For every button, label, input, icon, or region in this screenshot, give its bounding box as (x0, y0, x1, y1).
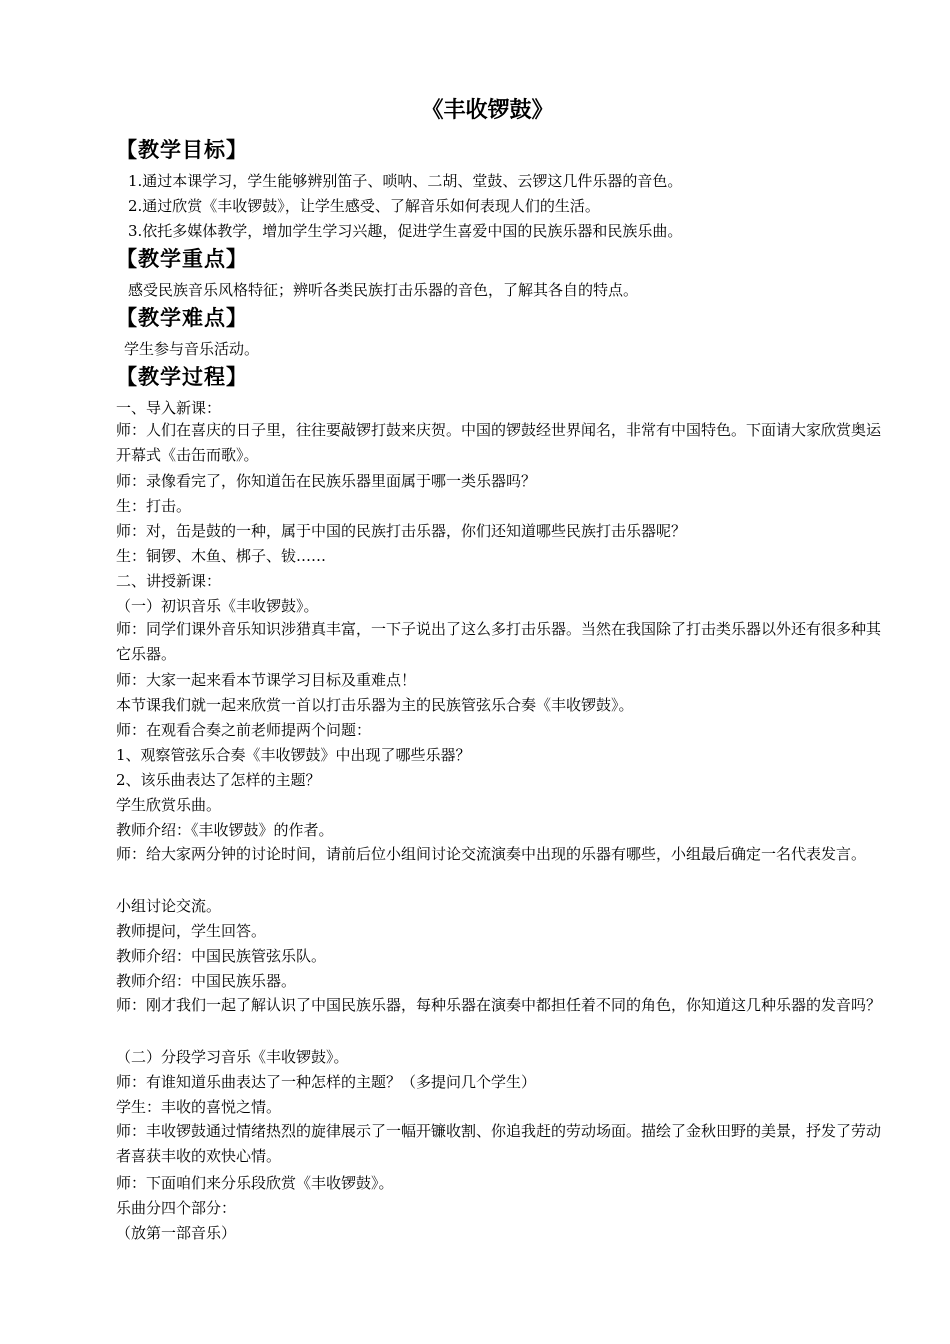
process-paragraph: 教师介绍：《丰收锣鼓》的作者。 (116, 821, 334, 839)
difficulties-text: 学生参与音乐活动。 (124, 340, 260, 358)
document-title: 《丰收锣鼓》 (421, 98, 554, 123)
process-paragraph: 师：在观看合奏之前老师提两个问题： (116, 721, 372, 739)
heading-difficulties: 【教学难点】 (116, 306, 248, 330)
process-paragraph: 生：打击。 (116, 497, 192, 515)
process-paragraph: 2、该乐曲表达了怎样的主题？ (116, 771, 321, 789)
process-paragraph: 师：人们在喜庆的日子里，往往要敲锣打鼓来庆贺。中国的锣鼓经世界闻名，非常有中国特色。下面请大家欣赏奥运开幕式《击缶而歌》。 (116, 421, 882, 464)
process-paragraph: 小组讨论交流。 (116, 897, 222, 915)
key-points-text: 感受民族音乐风格特征；辨听各类民族打击乐器的音色，了解其各自的特点。 (128, 281, 639, 299)
process-paragraph: 师：丰收锣鼓通过情绪热烈的旋律展示了一幅开镰收割、你追我赶的劳动场面。描绘了金秋田野的美景，抒发了劳动者喜获丰收的欢快心情。 (116, 1122, 882, 1165)
heading-goals: 【教学目标】 (116, 138, 248, 162)
goal-item: 3.依托多媒体教学，增加学生学习兴趣，促进学生喜爱中国的民族乐器和民族乐曲。 (128, 222, 683, 240)
process-paragraph: （放第一部音乐） (116, 1224, 237, 1242)
heading-process: 【教学过程】 (116, 365, 248, 389)
process-paragraph: 教师介绍：中国民族乐器。 (116, 972, 297, 990)
process-paragraph: 师：对，缶是鼓的一种，属于中国的民族打击乐器，你们还知道哪些民族打击乐器呢？ (116, 522, 687, 540)
process-paragraph: 师：同学们课外音乐知识涉猎真丰富，一下子说出了这么多打击乐器。当然在我国除了打击类乐器以外还有很多种其它乐器。 (116, 620, 882, 663)
process-paragraph: 教师提问，学生回答。 (116, 922, 267, 940)
process-paragraph: 师：给大家两分钟的讨论时间，请前后位小组间讨论交流演奏中出现的乐器有哪些，小组最后确定一名代表发言。 (116, 845, 867, 863)
process-paragraph: 本节课我们就一起来欣赏一首以打击乐器为主的民族管弦乐合奏《丰收锣鼓》。 (116, 696, 634, 714)
process-paragraph: （二）分段学习音乐《丰收锣鼓》。 (116, 1048, 349, 1066)
process-paragraph: 一、导入新课： (116, 399, 222, 417)
process-paragraph: 1、观察管弦乐合奏《丰收锣鼓》中出现了哪些乐器？ (116, 746, 471, 764)
process-paragraph: 生：铜锣、木鱼、梆子、钹…… (116, 547, 327, 565)
process-paragraph: （一）初识音乐《丰收锣鼓》。 (116, 597, 319, 615)
process-paragraph: 二、讲授新课： (116, 572, 222, 590)
process-paragraph: 师：大家一起来看本节课学习目标及重难点！ (116, 671, 417, 689)
process-paragraph: 师：录像看完了，你知道缶在民族乐器里面属于哪一类乐器吗？ (116, 472, 537, 490)
heading-key-points: 【教学重点】 (116, 247, 248, 271)
process-paragraph: 学生：丰收的喜悦之情。 (116, 1098, 282, 1116)
goal-item: 1.通过本课学习，学生能够辨别笛子、唢呐、二胡、堂鼓、云锣这几件乐器的音色。 (128, 172, 683, 190)
process-paragraph: 师：下面咱们来分乐段欣赏《丰收锣鼓》。 (116, 1174, 394, 1192)
process-paragraph: 师：有谁知道乐曲表达了一种怎样的主题？（多提问几个学生） (116, 1073, 537, 1091)
process-paragraph: 师：刚才我们一起了解认识了中国民族乐器，每种乐器在演奏中都担任着不同的角色，你知道这几种乐器的发音吗？ (116, 996, 882, 1014)
goal-item: 2.通过欣赏《丰收锣鼓》，让学生感受、了解音乐如何表现人们的生活。 (128, 197, 600, 215)
process-paragraph: 教师介绍：中国民族管弦乐队。 (116, 947, 327, 965)
process-paragraph: 乐曲分四个部分： (116, 1199, 237, 1217)
process-paragraph: 学生欣赏乐曲。 (116, 796, 222, 814)
